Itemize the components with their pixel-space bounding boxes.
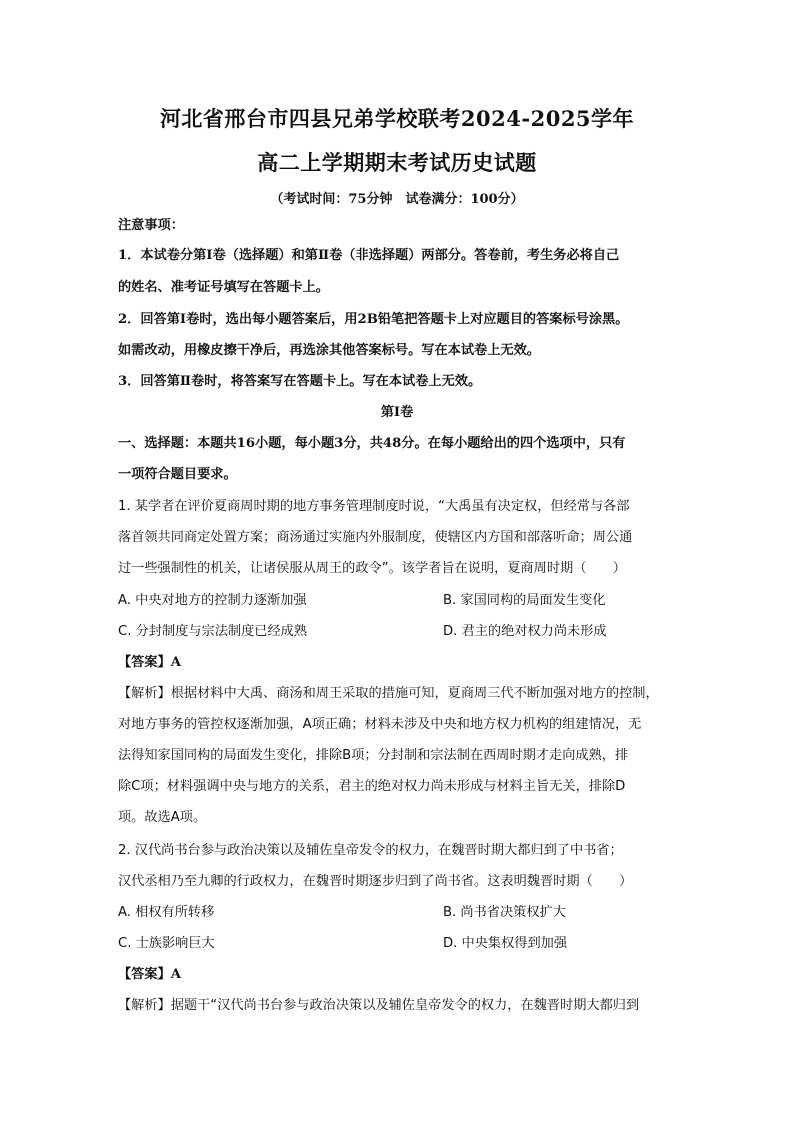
q1-answer: 【答案】A bbox=[118, 655, 181, 670]
notes-heading: 注意事项： bbox=[118, 218, 184, 233]
q1-stem-line: 1. 某学者在评价夏商周时期的地方事务管理制度时说，“大禹虽有决定权，但经常与各部 bbox=[118, 499, 630, 514]
notes-line: 如需改动，用橡皮擦干净后，再选涂其他答案标号。写在本试卷上无效。 bbox=[118, 343, 540, 358]
q2-option-c: C. 士族影响巨大 bbox=[118, 936, 215, 951]
section-intro-line: 一项符合题目要求。 bbox=[118, 467, 237, 482]
section-heading: 第Ⅰ卷 bbox=[380, 405, 414, 420]
q1-analysis-line: 项。故选A项。 bbox=[118, 810, 207, 825]
q1-option-c: C. 分封制度与宗法制度已经成熟 bbox=[118, 624, 308, 639]
q1-analysis-line: 除C项；材料强调中央与地方的关系，君主的绝对权力尚未形成与材料主旨无关，排除D bbox=[118, 779, 626, 794]
q2-stem-line: 2. 汉代尚书台参与政治决策以及辅佐皇帝发令的权力，在魏晋时期大都归到了中书省； bbox=[118, 843, 623, 858]
q2-option-a: A. 相权有所转移 bbox=[118, 905, 215, 920]
exam-title-line2: 高二上学期期末考试历史试题 bbox=[257, 150, 537, 175]
q2-option-d: D. 中央集权得到加强 bbox=[443, 936, 568, 951]
q1-option-a: A. 中央对地方的控制力逐渐加强 bbox=[118, 593, 307, 608]
exam-title-line1: 河北省邢台市四县兄弟学校联考2024-2025学年 bbox=[159, 106, 635, 131]
q1-stem-line: 过一些强制性的机关，让诸侯服从周王的政令”。该学者旨在说明，夏商周时期（ ） bbox=[118, 561, 626, 576]
q1-analysis-line: 法得知家国同构的局面发生变化，排除B项；分封制和宗法制在西周时期才走向成熟，排 bbox=[118, 748, 629, 763]
q2-analysis-line: 【解析】据题干“汉代尚书台参与政治决策以及辅佐皇帝发令的权力，在魏晋时期大都归到 bbox=[118, 998, 640, 1013]
section-intro-line: 一、选择题：本题共16小题，每小题3分，共48分。在每小题给出的四个选项中，只有 bbox=[118, 436, 626, 451]
q1-analysis-line: 对地方事务的管控权逐渐加强，A项正确；材料未涉及中央和地方权力机构的组建情况，无 bbox=[118, 717, 642, 732]
q2-option-b: B. 尚书省决策权扩大 bbox=[443, 905, 566, 920]
q2-answer: 【答案】A bbox=[118, 967, 181, 982]
q2-stem-line: 汉代丞相乃至九卿的行政权力，在魏晋时期逐步归到了尚书省。这表明魏晋时期（ ） bbox=[118, 874, 633, 889]
q1-option-d: D. 君主的绝对权力尚未形成 bbox=[443, 624, 607, 639]
notes-line: 3．回答第Ⅱ卷时，将答案写在答题卡上。写在本试卷上无效。 bbox=[118, 374, 482, 389]
q1-stem-line: 落首领共同商定处置方案；商汤通过实施内外服制度，使辖区内方国和部落听命；周公通 bbox=[118, 530, 633, 545]
notes-line: 2．回答第Ⅰ卷时，选出每小题答案后，用2B铅笔把答题卡上对应题目的答案标号涂黑。 bbox=[118, 312, 629, 327]
q1-option-b: B. 家国同构的局面发生变化 bbox=[443, 593, 606, 608]
notes-line: 1．本试卷分第Ⅰ卷（选择题）和第Ⅱ卷（非选择题）两部分。答卷前，考生务必将自己 bbox=[118, 248, 620, 263]
q1-analysis-line: 【解析】根据材料中大禹、商汤和周王采取的措施可知，夏商周三代不断加强对地方的控制， bbox=[118, 686, 659, 701]
notes-line: 的姓名、准考证号填写在答题卡上。 bbox=[118, 280, 329, 295]
exam-subtitle: （考试时间：75分钟 试卷满分：100分） bbox=[270, 192, 524, 207]
